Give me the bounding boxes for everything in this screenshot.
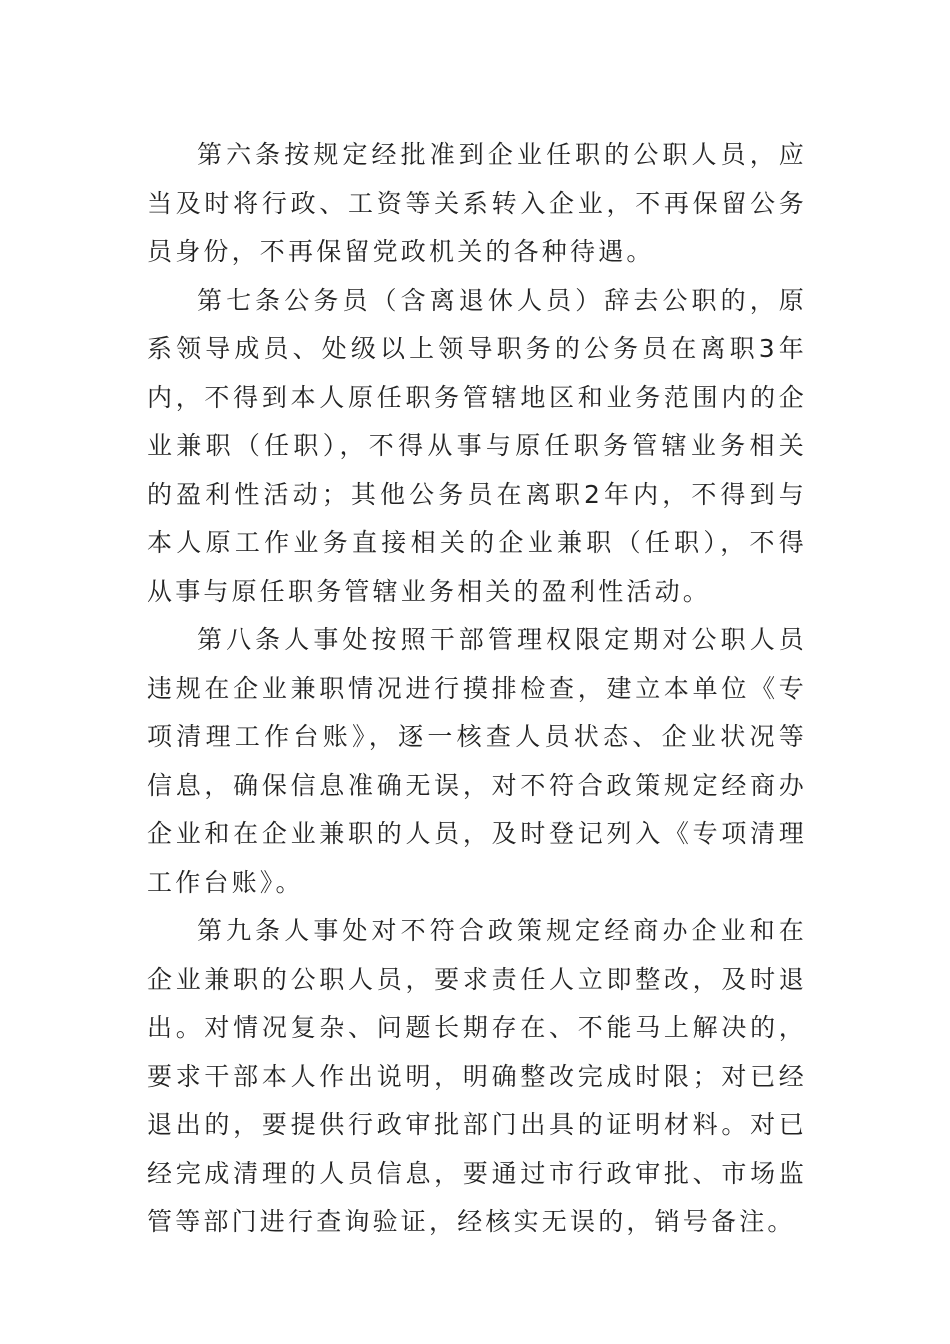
- article-6-paragraph: 第六条按规定经批准到企业任职的公职人员，应当及时将行政、工资等关系转入企业，不再保留公务员身份，不再保留党政机关的各种待遇。: [147, 140, 807, 266]
- article-7-paragraph: 第七条公务员（含离退休人员）辞去公职的，原系领导成员、处级以上领导职务的公务员在离职3年内，不得到本人原任职务管辖地区和业务范围内的企业兼职（任职），不得从事与原任职务管辖业务相关的盈利性活动；其他公务员在离职2年内，不得到与本人原工作业务直接相关的企业兼职（任职），不得从事与原任职务管辖业务相关的盈利性活动。: [147, 285, 807, 606]
- document-body: [147, 131, 807, 1247]
- article-9-paragraph: 第九条人事处对不符合政策规定经商办企业和在企业兼职的公职人员，要求责任人立即整改，及时退出。对情况复杂、问题长期存在、不能马上解决的，要求干部本人作出说明，明确整改完成时限；对已经退出的，要提供行政审批部门出具的证明材料。对已经完成清理的人员信息，要通过市行政审批、市场监管等部门进行查询验证，经核实无误的，销号备注。: [147, 916, 807, 1236]
- article-8-paragraph: 第八条人事处按照干部管理权限定期对公职人员违规在企业兼职情况进行摸排检查，建立本单位《专项清理工作台账》，逐一核查人员状态、企业状况等信息，确保信息准确无误，对不符合政策规定经商办企业和在企业兼职的人员，及时登记列入《专项清理工作台账》。: [147, 625, 807, 897]
